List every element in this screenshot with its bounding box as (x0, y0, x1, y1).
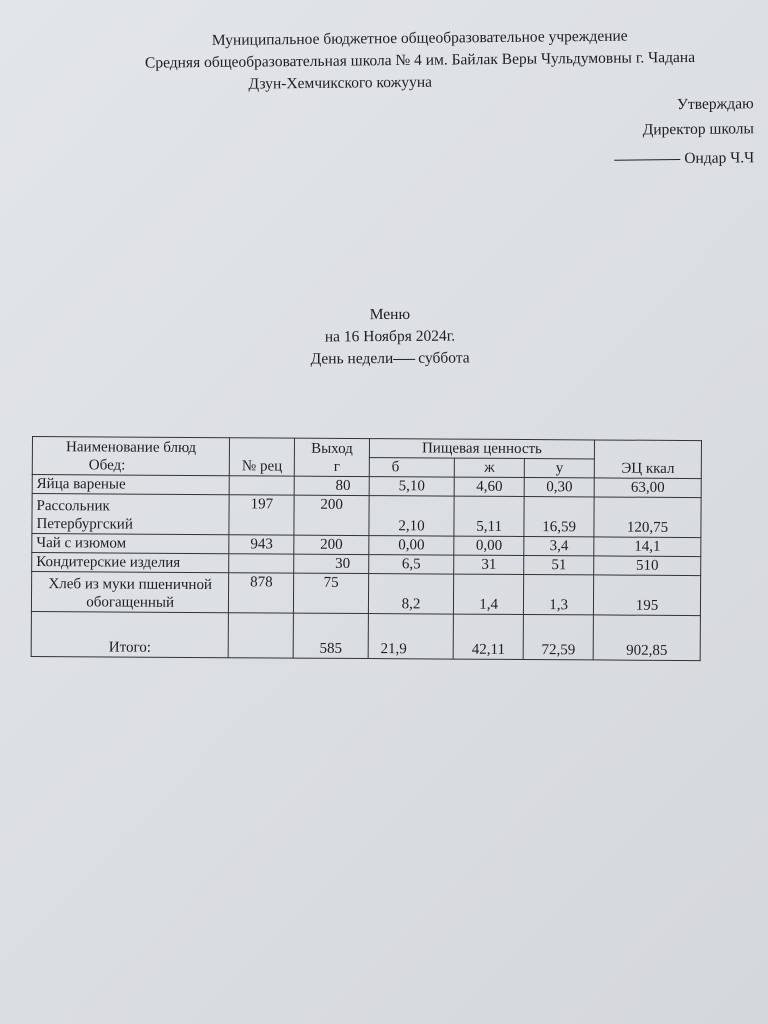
total-carbs: 72,59 (523, 615, 593, 660)
fat-value: 1,4 (454, 574, 524, 614)
protein-value: 6,5 (369, 555, 454, 575)
dish-name: Яйца вареные (32, 475, 229, 495)
header-energy: ЭЦ ккал (594, 440, 701, 479)
energy-value: 195 (594, 575, 701, 616)
header-fat: ж (454, 458, 524, 477)
protein-value: 8,2 (368, 574, 454, 615)
fat-value: 4,60 (454, 477, 524, 496)
dish-name (32, 494, 230, 535)
signature-row (614, 145, 754, 171)
approval-line-2: Директор школы (642, 120, 755, 139)
output-grams: 200 (294, 495, 369, 535)
total-recipe-empty (228, 613, 293, 658)
recipe-number: 197 (229, 495, 294, 535)
title-day-row (250, 347, 530, 371)
header-line-1: Муниципальное бюджетное общеобразовательное учреждение (211, 27, 628, 49)
header-output (294, 438, 369, 476)
table-row (32, 494, 701, 538)
output-grams: 75 (294, 573, 369, 613)
header-line-3: Дзун-Хемчикского кожууна (248, 73, 433, 93)
dish-name-line-2: обогащенный (86, 594, 175, 611)
total-fat: 42,11 (453, 614, 523, 659)
dish-name (31, 572, 229, 613)
day-value: суббота (418, 349, 470, 367)
title-date: на 16 Ноября 2024г. (324, 327, 456, 346)
header-output-line-1: Выход (311, 440, 353, 457)
signer-name: Ондар Ч.Ч (684, 149, 755, 167)
total-output: 585 (293, 613, 368, 658)
total-label: Итого: (31, 611, 229, 657)
fat-value: 5,11 (454, 496, 524, 536)
dish-name: Кондитерские изделия (32, 553, 229, 573)
school-header (40, 24, 761, 98)
header-recipe: № рец (230, 438, 295, 476)
energy-value: 120,75 (594, 497, 701, 538)
carbs-value: 16,59 (524, 497, 594, 537)
recipe-number (229, 476, 294, 495)
total-protein: 21,9 (368, 614, 454, 660)
energy-value: 63,00 (594, 478, 701, 498)
output-grams: 200 (294, 535, 369, 554)
energy-value: 14,1 (594, 537, 701, 557)
energy-value: 510 (594, 556, 701, 576)
signature-line (614, 159, 680, 161)
carbs-value: 51 (524, 556, 594, 575)
menu-title (250, 303, 530, 371)
fat-value: 0,00 (454, 536, 524, 555)
output-grams: 30 (294, 554, 369, 573)
day-label: День недели (310, 349, 394, 368)
carbs-value: 1,3 (524, 575, 594, 615)
recipe-number: 878 (229, 573, 294, 613)
header-protein: б (369, 458, 454, 478)
table-row (31, 572, 700, 616)
dish-name-line-1: Рассольник (36, 498, 110, 515)
carbs-value: 3,4 (524, 537, 594, 556)
header-carbs: у (524, 459, 594, 478)
recipe-number: 943 (229, 535, 294, 554)
menu-table (31, 436, 702, 661)
header-dish-name (32, 437, 230, 476)
header-dish-name-line-2: Обед: (88, 457, 126, 474)
dish-name-line-2: Петербургский (36, 516, 133, 533)
header-nutrition: Пищевая ценность (369, 439, 594, 459)
day-blank-line (393, 359, 415, 360)
protein-value: 5,10 (369, 477, 454, 497)
dish-name: Чай с изюмом (32, 534, 229, 554)
header-line-2: Средняя общеобразовательная школа № 4 им. Байлак Веры Чульдумовны г. Чадана (144, 48, 696, 72)
protein-value: 0,00 (369, 536, 454, 556)
total-energy: 902,85 (593, 615, 700, 661)
approval-line-1: Утверждаю (676, 95, 754, 114)
fat-value: 31 (454, 555, 524, 574)
title-line-1: Меню (369, 305, 411, 324)
table-header-row (32, 437, 701, 460)
header-output-line-2: г (333, 458, 340, 475)
recipe-number (229, 554, 294, 573)
header-dish-name-line-1: Наименование блюд (66, 439, 197, 457)
carbs-value: 0,30 (524, 478, 594, 497)
output-grams: 80 (294, 476, 369, 495)
protein-value: 2,10 (369, 496, 455, 537)
approval-block (614, 91, 755, 171)
dish-name-line-1: Хлеб из муки пшеничной (48, 576, 213, 594)
total-row (31, 611, 700, 660)
